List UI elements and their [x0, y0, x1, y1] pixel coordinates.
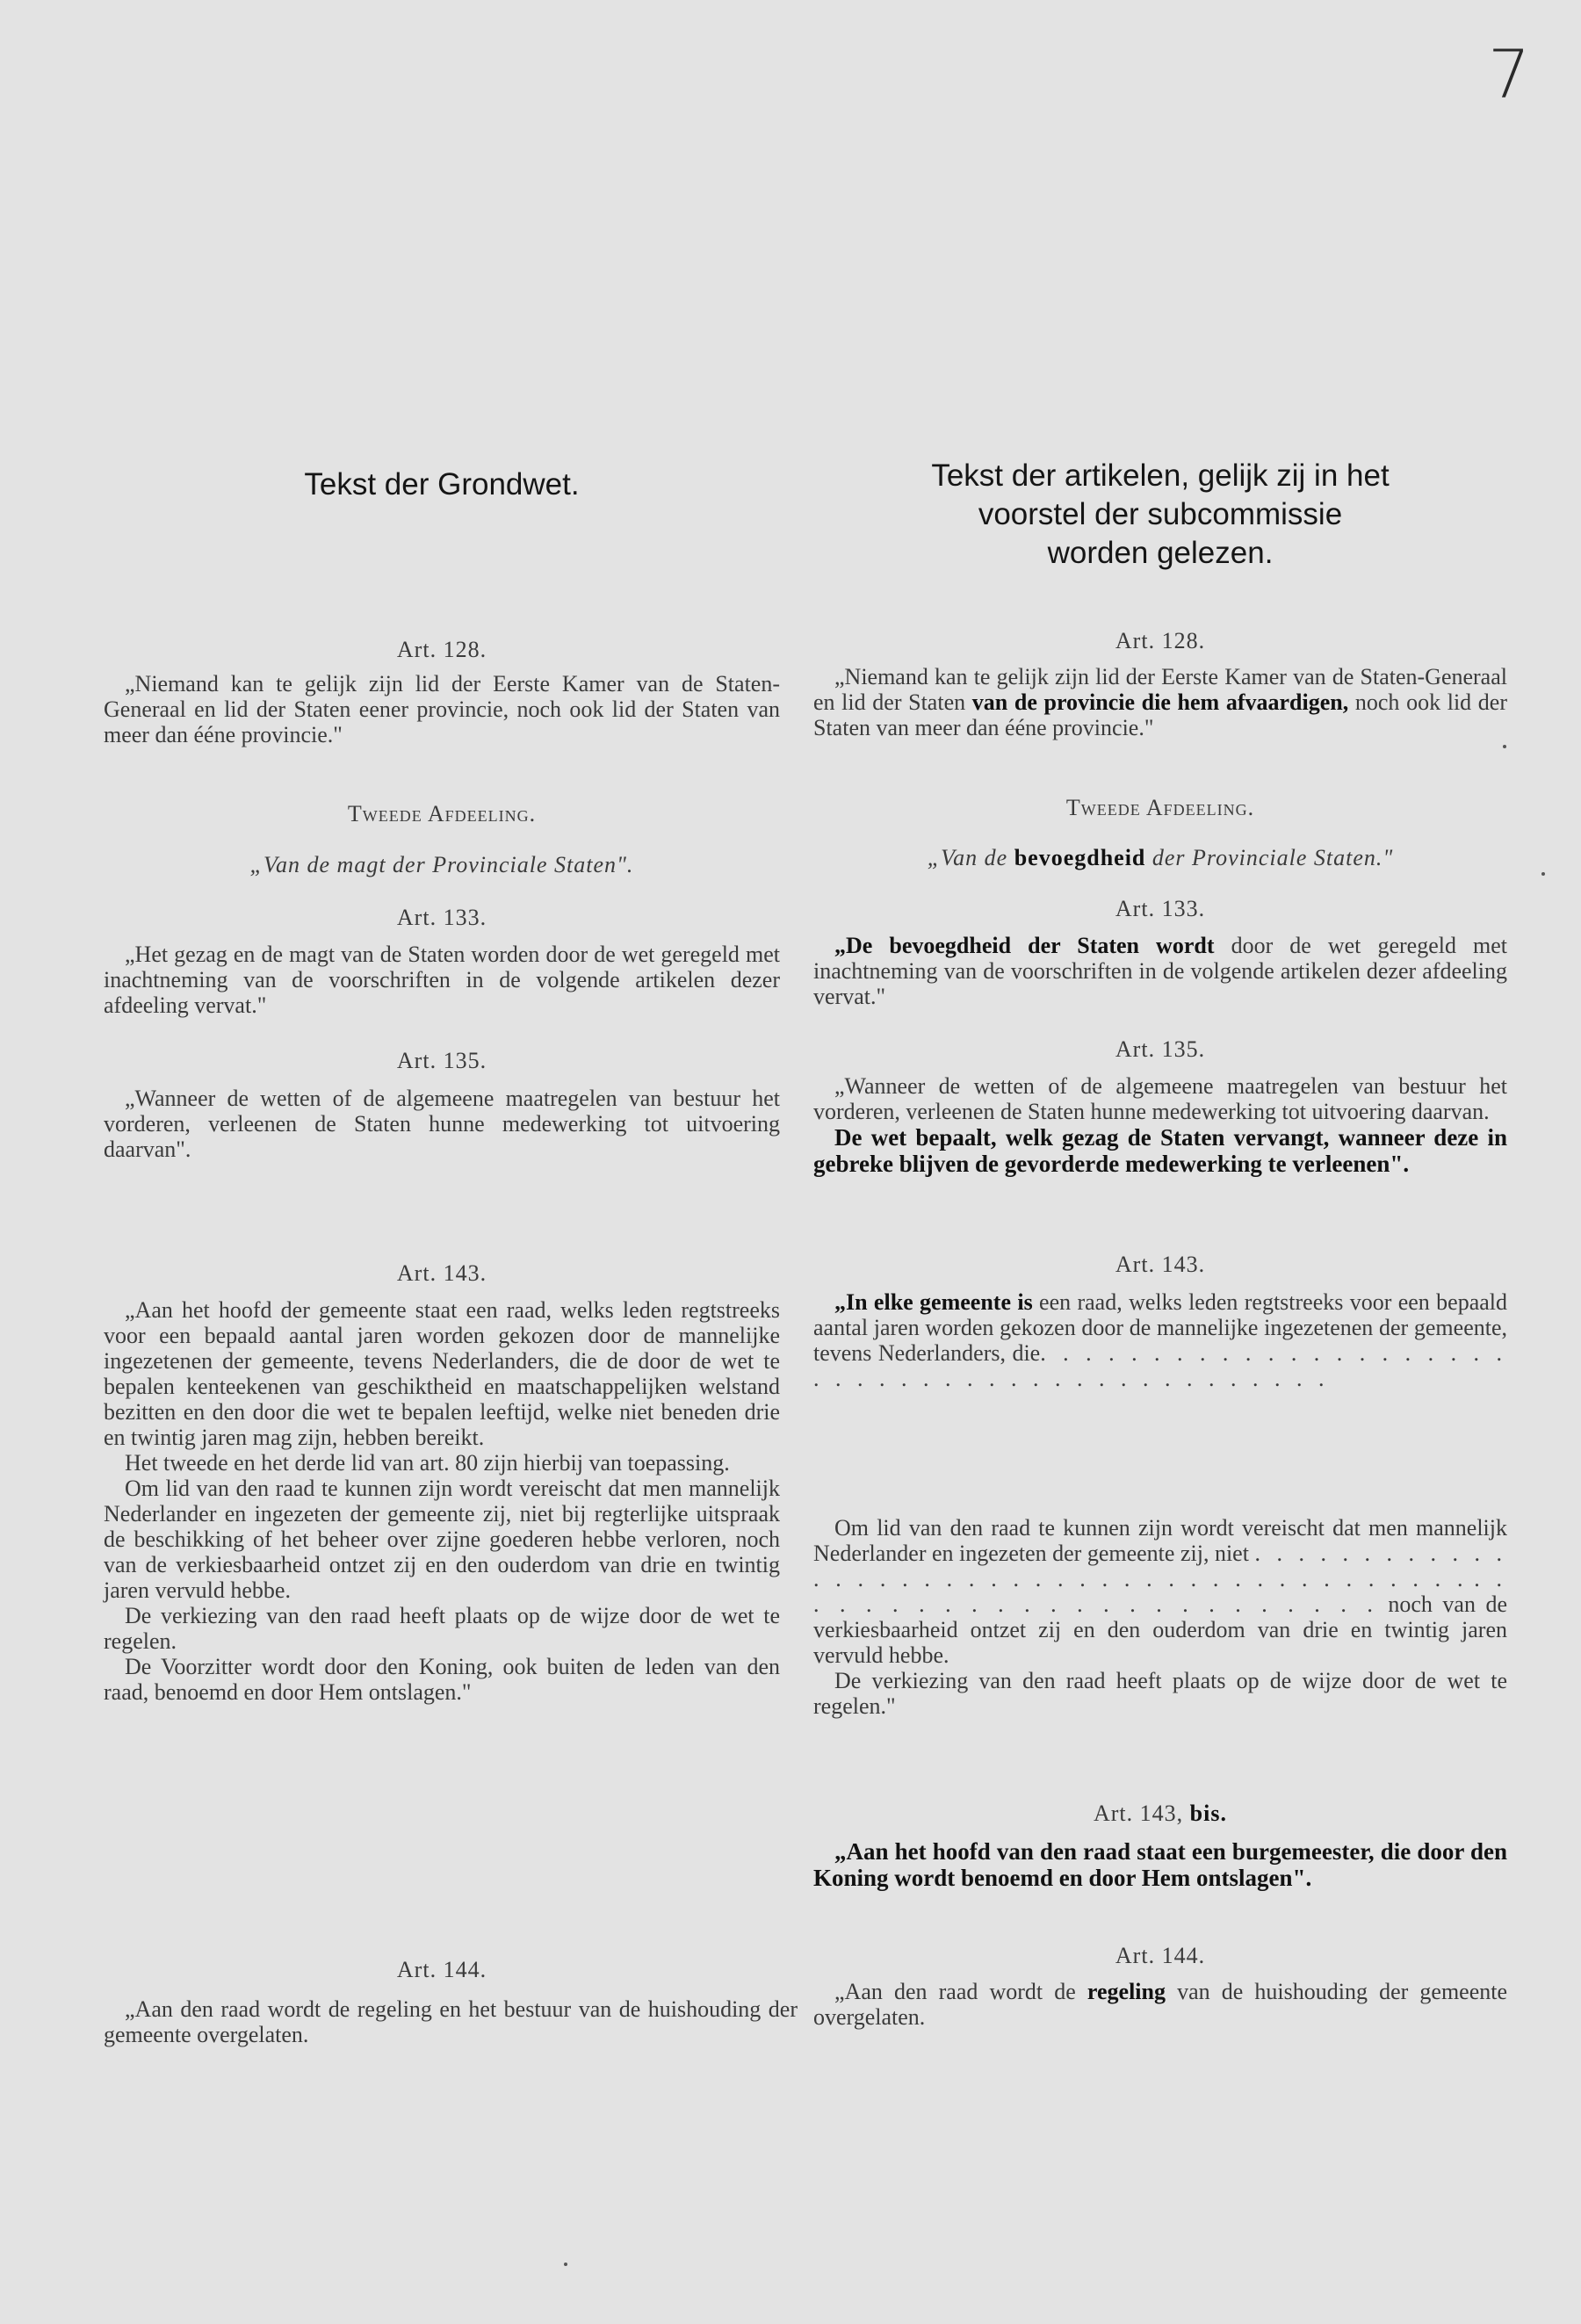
right-section-heading: Tweede Afdeeling.	[1065, 795, 1255, 820]
right-art143-p3a: Om lid van den raad te kunnen zijn wordt vereischt dat men mannelijk Nederlander en ingezeten der gemeente zij, niet	[813, 1515, 1507, 1566]
right-subsection-part-a: „Van de	[927, 845, 1008, 870]
right-title-line-3: worden gelezen.	[1047, 536, 1274, 570]
right-art143-continued	[813, 1515, 1507, 1719]
right-art143bis-heading-a: Art. 143,	[1094, 1801, 1184, 1826]
right-art143-heading: Art. 143.	[1115, 1252, 1206, 1277]
right-art128-part-c: noch ook lid der Staten van meer dan ééne provincie."	[813, 689, 1508, 740]
left-section-heading: Tweede Afdeeling.	[347, 801, 537, 826]
right-art143bis-heading-b: bis.	[1189, 1801, 1227, 1826]
left-art143-text	[104, 1297, 780, 1705]
right-art143bis-heading	[813, 1801, 1507, 1826]
right-art135-heading: Art. 135.	[1115, 1036, 1206, 1062]
right-art133-text	[813, 933, 1507, 1009]
left-art128-paragraph: „Niemand kan te gelijk zijn lid der Eerste Kamer van de Staten-Generaal en lid der Staten eener provincie, noch ook lid der Staten van meer dan ééne provincie."	[104, 671, 780, 747]
right-art133-heading: Art. 133.	[1115, 896, 1206, 921]
right-art143-text	[813, 1289, 1507, 1391]
right-art143-dots: . . . . . . . . . . . . . . . . . . . . . . . . . . . . . . . . . . . . . . . . . . . . .	[813, 1340, 1508, 1391]
left-art143-paragraph-3: Om lid van den raad te kunnen zijn wordt vereischt dat men mannelijk Nederlander en ingezeten der gemeente zij, niet bij regterlijke uitspraak de beschikking of het beheer over zijne goederen hebbe verloren, noch van de verkiesbaarheid ontzet zij en den ouderdom van drie en twintig jaren vervuld hebbe.	[104, 1476, 780, 1603]
right-art144-text	[813, 1979, 1507, 2030]
right-art135-bold-paragraph: De wet bepaalt, welk gezag de Staten vervangt, wanneer deze in gebreke blijven de gevorderde medewerking te verleenen".	[813, 1124, 1507, 1177]
right-art144-part-c: van de huishouding der gemeente overgelaten.	[813, 1979, 1508, 2030]
right-subsection-part-c: der Provinciale Staten."	[1151, 845, 1394, 870]
right-column-title	[813, 457, 1507, 573]
right-art128-heading: Art. 128.	[1115, 628, 1206, 653]
left-art143-paragraph-4: De verkiezing van den raad heeft plaats op de wijze door de wet te regelen.	[104, 1603, 780, 1654]
right-art128-bold: van de provincie die hem afvaardigen,	[971, 689, 1349, 715]
left-art144-paragraph: „Aan den raad wordt de regeling en het bestuur van de huishouding der gemeente overgelaten.	[104, 1996, 798, 2047]
right-art133-rest: door de wet geregeld met inachtneming van de voorschriften in de volgende artikelen dezer afdeeling vervat."	[813, 933, 1508, 1009]
right-art143-rest: een raad, welks leden regtstreeks voor een bepaald aantal jaren worden gekozen door de mannelijke ingezetenen der gemeente, tevens Nederlanders, die	[813, 1289, 1508, 1366]
left-subsection-heading: „Van de magt der Provinciale Staten".	[249, 852, 634, 877]
right-art128-part-a: „Niemand kan te gelijk zijn lid der Eerste Kamer van de Staten-Generaal en lid der Staten	[813, 664, 1507, 715]
right-art143-p4: De verkiezing van den raad heeft plaats op de wijze door de wet te regelen."	[813, 1668, 1507, 1719]
right-art144-heading: Art. 144.	[1115, 1943, 1206, 1968]
left-column-title: Tekst der Grondwet.	[304, 467, 580, 502]
right-art128-text	[813, 664, 1507, 740]
left-art133-heading: Art. 133.	[396, 905, 487, 930]
right-art135-paragraph: „Wanneer de wetten of de algemeene maatregelen van bestuur het vorderen, verleenen de Staten hunne medewerking tot uitvoering daarvan.	[813, 1073, 1507, 1124]
right-art133-bold: „De bevoegdheid der Staten wordt	[834, 933, 1215, 958]
left-art143-paragraph-5: De Voorzitter wordt door den Koning, ook buiten de leden van den raad, benoemd en door Hem ontslagen."	[104, 1654, 780, 1705]
right-art143-p3-dots-1: . . . . . . . . . . . . . . . . . . . . . . . . . . . . . . . . . . . . . . . . . .	[813, 1541, 1508, 1591]
left-art143-paragraph-2: Het tweede en het derde lid van art. 80 zijn hierbij van toepassing.	[125, 1450, 730, 1476]
right-subsection-heading	[813, 845, 1507, 870]
page-number: 7	[1488, 35, 1531, 113]
right-art143-bold: „In elke gemeente is	[834, 1289, 1033, 1315]
left-art128-text	[104, 671, 780, 747]
left-art135-heading: Art. 135.	[396, 1048, 487, 1073]
left-art144-heading: Art. 144.	[396, 1957, 487, 1982]
left-art135-paragraph: „Wanneer de wetten of de algemeene maatregelen van bestuur het vorderen, verleenen de Staten hunne medewerking tot uitvoering daarvan".	[104, 1086, 780, 1162]
left-art143-paragraph-1: „Aan het hoofd der gemeente staat een raad, welks leden regtstreeks voor een bepaald aantal jaren worden gekozen door de mannelijke ingezetenen der gemeente, tevens Nederlanders, die de door de wet te bepalen kenteekenen van geschiktheid en maatschappelijken welstand bezitten en den door die wet te bepalen leeftijd, welke niet beneden drie en twintig jaren mag zijn, hebben bereikt.	[104, 1297, 780, 1450]
right-art135-text	[813, 1073, 1507, 1177]
right-art143bis-paragraph: „Aan het hoofd van den raad staat een burgemeester, die door den Koning wordt benoemd en door Hem ontslagen".	[813, 1838, 1507, 1891]
scan-speck	[1541, 872, 1545, 876]
left-art144-text	[104, 1996, 798, 2047]
right-art143-p3b: noch van de verkiesbaarheid ontzet zij en den ouderdom van drie en twintig jaren vervuld hebbe.	[813, 1591, 1507, 1668]
left-art128-heading: Art. 128.	[396, 637, 487, 662]
right-art144-bold: regeling	[1086, 1979, 1166, 2004]
left-art133-text	[104, 942, 780, 1018]
left-art135-text	[104, 1086, 780, 1162]
right-subsection-bold: bevoegdheid	[1014, 845, 1146, 870]
scan-speck	[564, 2263, 567, 2266]
left-art133-paragraph: „Het gezag en de magt van de Staten worden door de wet geregeld met inachtneming van de voorschriften in de volgende artikelen dezer afdeeling vervat."	[104, 942, 780, 1018]
scan-speck	[1503, 745, 1506, 748]
right-art144-part-a: „Aan den raad wordt de	[834, 1979, 1076, 2004]
right-title-line-1: Tekst der artikelen, gelijk zij in het	[931, 458, 1390, 493]
left-art143-heading: Art. 143.	[396, 1260, 487, 1286]
right-art143-p3-dots-2: . . . . . . . . . . . . . . . . . . . . . . . .	[813, 1566, 1508, 1617]
right-art143bis-text	[813, 1838, 1507, 1891]
right-title-line-2: voorstel der subcommissie	[978, 497, 1343, 531]
